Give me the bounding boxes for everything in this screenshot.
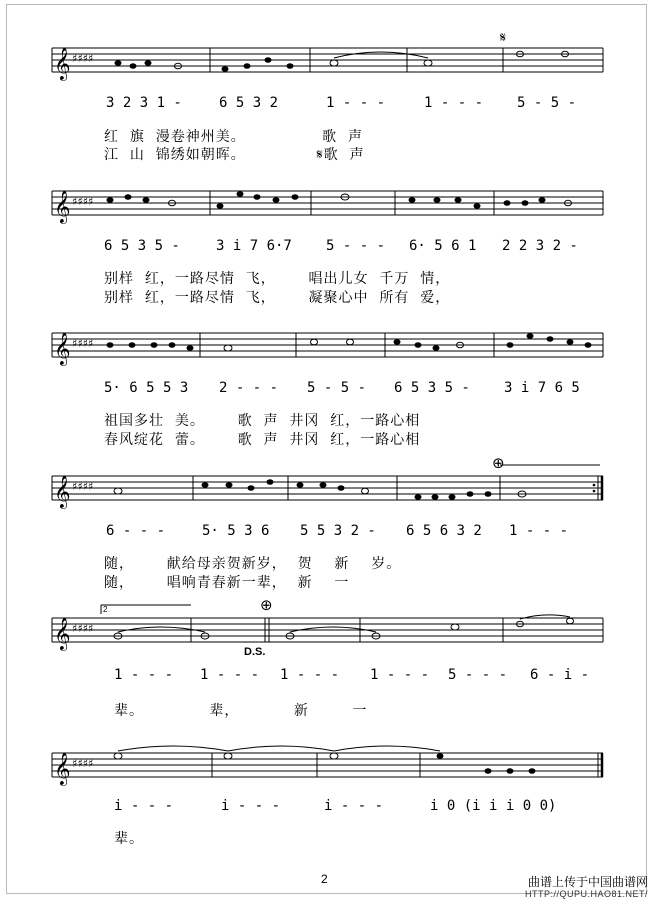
jianpu-measure: 1 - - - (424, 95, 484, 111)
jianpu-measure: 3 i 7 6 5 (504, 380, 580, 396)
jianpu-measure: i 0 (i i i 0 0) (430, 798, 557, 814)
jianpu-measure: 5 - - - (326, 238, 386, 254)
jianpu-measure: 3 i 7 6·7 (216, 238, 292, 254)
jianpu-measure: 1 - - - (370, 667, 430, 683)
staff-system-2 (0, 183, 654, 223)
jianpu-row-2 (0, 238, 654, 264)
jianpu-measure: 1 - - - (114, 667, 174, 683)
jianpu-row-3 (0, 380, 654, 406)
jianpu-measure: 6· 5 6 1 (409, 238, 477, 254)
lyric-verse-1: 辈。 辈， 新 一 (114, 703, 368, 719)
jianpu-measure: 6 5 3 5 - (394, 380, 470, 396)
lyric-verse-2: 江 山 锦绣如朝晖。 𝄋歌 声 (104, 147, 365, 163)
treble-clef-icon: 𝄞 (54, 47, 71, 80)
lyric-verse-1: 祖国多壮 美。 歌 声 井冈 红，一路心相 (104, 413, 421, 429)
jianpu-measure: 5 - 5 - (517, 95, 577, 111)
volta-2-label: 2 (103, 605, 108, 614)
jianpu-measure: i - - - (324, 798, 384, 814)
treble-clef-icon: 𝄞 (54, 617, 71, 650)
lyric-verse-2: 随， 唱响青春新一辈， 新 一 (104, 575, 350, 591)
jianpu-measure: 5· 6 5 5 3 (104, 380, 189, 396)
key-signature-icon: ♯♯♯♯ (72, 337, 94, 350)
jianpu-measure: 5 5 3 2 - (300, 523, 376, 539)
jianpu-row-1 (0, 95, 654, 121)
jianpu-measure: i - - - (221, 798, 281, 814)
ds-label: D.S. (244, 646, 266, 658)
treble-clef-icon: 𝄞 (54, 475, 71, 508)
key-signature-icon: ♯♯♯♯ (72, 52, 94, 65)
lyric-verse-1: 红 旗 漫卷神州美。 歌 声 (104, 129, 364, 145)
jianpu-measure: 2 - - - (219, 380, 279, 396)
jianpu-row-4 (0, 523, 654, 549)
jianpu-measure: 5 - - - (448, 667, 508, 683)
page-number: 2 (321, 872, 328, 886)
treble-clef-icon: 𝄞 (54, 752, 71, 785)
treble-clef-icon: 𝄞 (54, 332, 71, 365)
jianpu-measure: 6 5 6 3 2 (406, 523, 482, 539)
jianpu-measure: 1 - - - (326, 95, 386, 111)
lyric-verse-2: 别样 红，一路尽情 飞， 凝聚心中 所有 爱， (104, 290, 451, 306)
jianpu-row-5 (0, 667, 654, 693)
key-signature-icon: ♯♯♯♯ (72, 622, 94, 635)
lyric-verse-2: 春风绽花 蕾。 歌 声 井冈 红，一路心相 (104, 432, 421, 448)
jianpu-measure: 6 - - - (106, 523, 166, 539)
watermark-line-1: 曲谱上传于中国曲谱网 (527, 875, 648, 889)
lyric-verse-1: 别样 红，一路尽情 飞， 唱出儿女 千万 情， (104, 271, 451, 287)
jianpu-measure: 6 5 3 5 - (104, 238, 180, 254)
coda-icon: ⊕ (492, 454, 505, 472)
jianpu-measure: 1 - - - (509, 523, 569, 539)
jianpu-measure: 5· 5 3 6 (202, 523, 270, 539)
staff-system-6 (0, 745, 654, 785)
jianpu-measure: 6 - i - (530, 667, 590, 683)
watermark-url: HTTP://QUPU.HAO81.NET/ (524, 889, 648, 899)
treble-clef-icon: 𝄞 (54, 190, 71, 223)
jianpu-measure: 3 2 3 1 - (106, 95, 182, 111)
staff-system-4 (0, 454, 654, 508)
watermark (525, 876, 648, 900)
jianpu-measure: 6 5 3 2 (219, 95, 279, 111)
key-signature-icon: ♯♯♯♯ (72, 757, 94, 770)
jianpu-measure: 2 2 3 2 - (502, 238, 578, 254)
jianpu-measure: i - - - (114, 798, 174, 814)
key-signature-icon: ♯♯♯♯ (72, 480, 94, 493)
staff-system-5 (0, 596, 654, 658)
segno-icon: 𝄋 (500, 30, 507, 46)
jianpu-measure: 5 - 5 - (307, 380, 367, 396)
key-signature-icon: ♯♯♯♯ (72, 195, 94, 208)
coda-icon: ⊕ (260, 596, 273, 614)
staff-system-1 (0, 30, 654, 80)
lyric-verse-1: 随， 献给母亲贺新岁， 贺 新 岁。 (104, 556, 402, 572)
staff-system-3 (0, 325, 654, 365)
lyric-verse-1: 辈。 (114, 831, 144, 847)
jianpu-measure: 1 - - - (280, 667, 340, 683)
jianpu-measure: 1 - - - (200, 667, 260, 683)
jianpu-row-6 (0, 798, 654, 824)
